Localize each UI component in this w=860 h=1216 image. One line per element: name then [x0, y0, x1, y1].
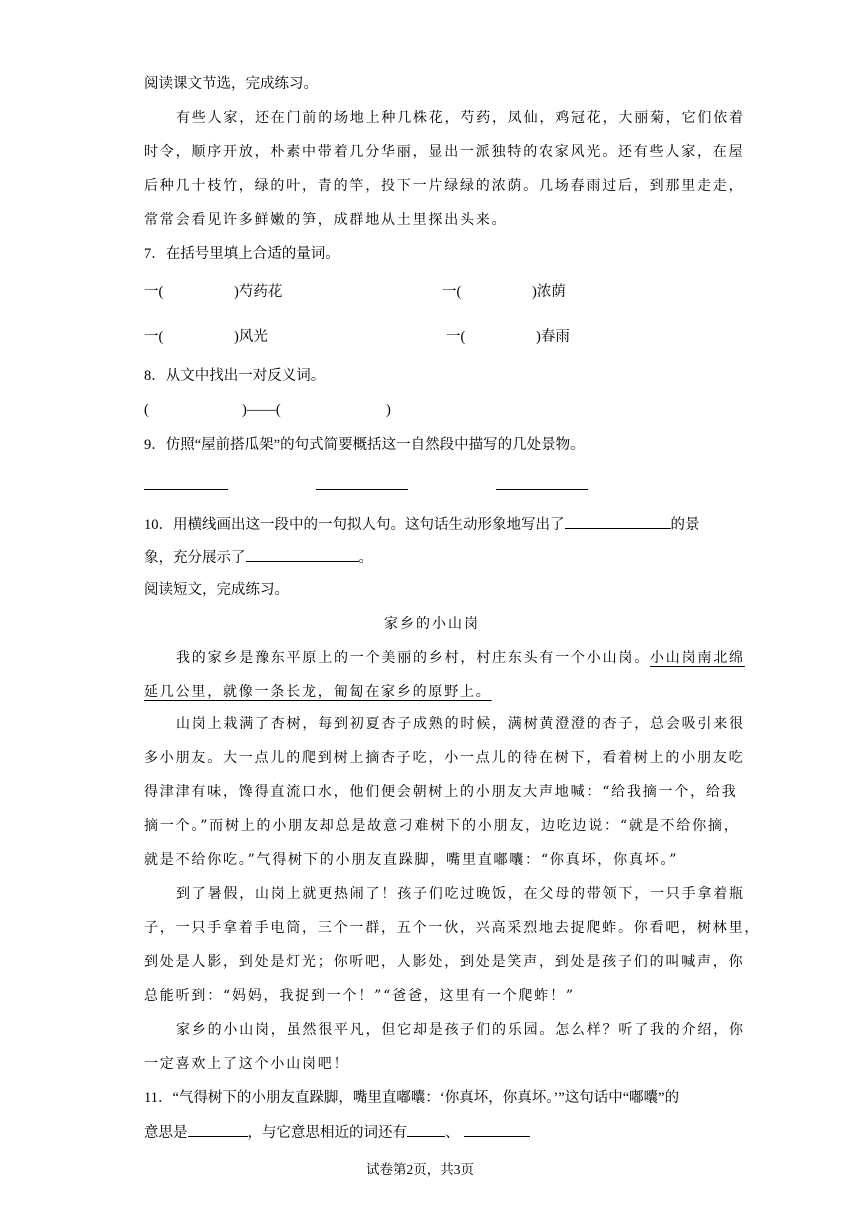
q8-prompt: 8．从文中找出一对反义词。: [144, 368, 326, 384]
q8-paren: (: [144, 402, 149, 418]
passage2-line: 一定喜欢上了这个小山岗吧！: [144, 1056, 350, 1072]
q10-text: 。: [358, 550, 373, 566]
q7-item-suffix: )风光: [234, 329, 268, 345]
q11-answer-blank[interactable]: [464, 1122, 530, 1137]
section1-intro: 阅读课文节选，完成练习。: [144, 76, 318, 92]
q7-item-suffix: )浓荫: [532, 284, 566, 300]
q10-text: 10．用横线画出这一段中的一句拟人句。这句话生动形象地写出了: [144, 517, 565, 533]
q8-paren: ): [386, 402, 391, 418]
underlined-sentence: 小山岗南北绵: [650, 650, 745, 666]
q9-answer-blank[interactable]: [316, 489, 408, 490]
q7-item-suffix: )春雨: [536, 329, 570, 345]
passage2-line: 就是不给你吃。”气得树下的小朋友直跺脚，嘴里直嘟囔：“你真坏，你真坏。”: [144, 852, 679, 868]
q7-item-suffix: )芍药花: [234, 284, 283, 300]
q7-item-prefix: 一(: [442, 284, 462, 300]
passage2-line: 山岗上栽满了杏树，每到初夏杏子成熟的时候，满树黄澄澄的杏子，总会吸引来很: [176, 716, 745, 732]
q10-line: [144, 547, 373, 568]
q10-answer-blank[interactable]: [246, 547, 359, 562]
q11-answer-blank[interactable]: [188, 1122, 248, 1137]
passage2-text: 我的家乡是豫东平原上的一个美丽的乡村，村庄东头有一个小山岗。: [176, 650, 650, 666]
q8-paren: )——(: [242, 402, 281, 418]
q11-line: [144, 1122, 530, 1143]
q11-text: 、: [445, 1125, 460, 1141]
q10-line: [144, 514, 700, 535]
q10-text: 象，充分展示了: [144, 550, 246, 566]
underlined-sentence: 延几公里，就像一条长龙，匍匐在家乡的原野上。: [144, 684, 492, 700]
passage-title: 家乡的小山岗: [384, 616, 480, 632]
passage2-line: 到处是人影，到处是灯光；你听吧，人影处，到处是笑声，到处是孩子们的叫喊声，你: [144, 954, 745, 970]
passage1-line: 常常会看见许多鲜嫩的笋，成群地从土里探出头来。: [144, 212, 508, 228]
q11-line: 11．“气得树下的小朋友直跺脚，嘴里直嘟囔：‘你真坏，你真坏。’”这句话中“嘟囔”的: [144, 1090, 680, 1106]
passage2-line: 摘一个。”而树上的小朋友却总是故意刁难树下的小朋友，边吃边说：“就是不给你摘，: [144, 818, 740, 834]
q7-item-prefix: 一(: [144, 284, 164, 300]
passage2-line: 到了暑假，山岗上就更热闹了！孩子们吃过晚饭，在父母的带领下，一只手拿着瓶: [176, 886, 745, 902]
section2-intro: 阅读短文，完成练习。: [144, 582, 289, 598]
passage1-line: 后种几十枝竹，绿的叶，青的竿，投下一片绿绿的浓荫。几场春雨过后，到那里走走，: [144, 178, 745, 194]
q9-answer-blank[interactable]: [144, 489, 228, 490]
passage2-line: 子，一只手拿着手电筒，三个一群，五个一伙，兴高采烈地去捉爬蚱。你看吧，树林里，: [144, 920, 761, 936]
q11-text: 意思是: [144, 1125, 188, 1141]
q10-text: 的景: [670, 517, 700, 533]
q9-prompt: 9．仿照“屋前搭瓜架”的句式简要概括这一自然段中描写的几处景物。: [144, 437, 585, 453]
passage1-line: 有些人家，还在门前的场地上种几株花，芍药，凤仙，鸡冠花，大丽菊，它们依着: [176, 110, 745, 126]
q7-item-prefix: 一(: [446, 329, 466, 345]
passage2-line: 总能听到：“妈妈，我捉到一个！”“爸爸，这里有一个爬蚱！”: [144, 988, 575, 1004]
q11-text: ，与它意思相近的词还有: [247, 1125, 407, 1141]
passage2-line: 得津津有味，馋得直流口水，他们便会朝树上的小朋友大声地喊：“给我摘一个，给我: [144, 784, 738, 800]
passage2-line: 家乡的小山岗，虽然很平凡，但它却是孩子们的乐园。怎么样？听了我的介绍，你: [176, 1022, 745, 1038]
q7-item-prefix: 一(: [144, 329, 164, 345]
page-footer: 试卷第2页，共3页: [366, 1162, 474, 1177]
passage2-line: [176, 648, 745, 668]
passage1-line: 时令，顺序开放，朴素中带着几分华丽，显出一派独特的农家风光。还有些人家，在屋: [144, 144, 745, 160]
q10-answer-blank[interactable]: [565, 514, 671, 529]
passage2-line: 多小朋友。大一点儿的爬到树上摘杏子吃，小一点儿的待在树下，看着树上的小朋友吃: [144, 750, 745, 766]
q7-prompt: 7．在括号里填上合适的量词。: [144, 246, 340, 262]
q9-answer-blank[interactable]: [496, 489, 588, 490]
q11-answer-blank[interactable]: [407, 1122, 445, 1137]
